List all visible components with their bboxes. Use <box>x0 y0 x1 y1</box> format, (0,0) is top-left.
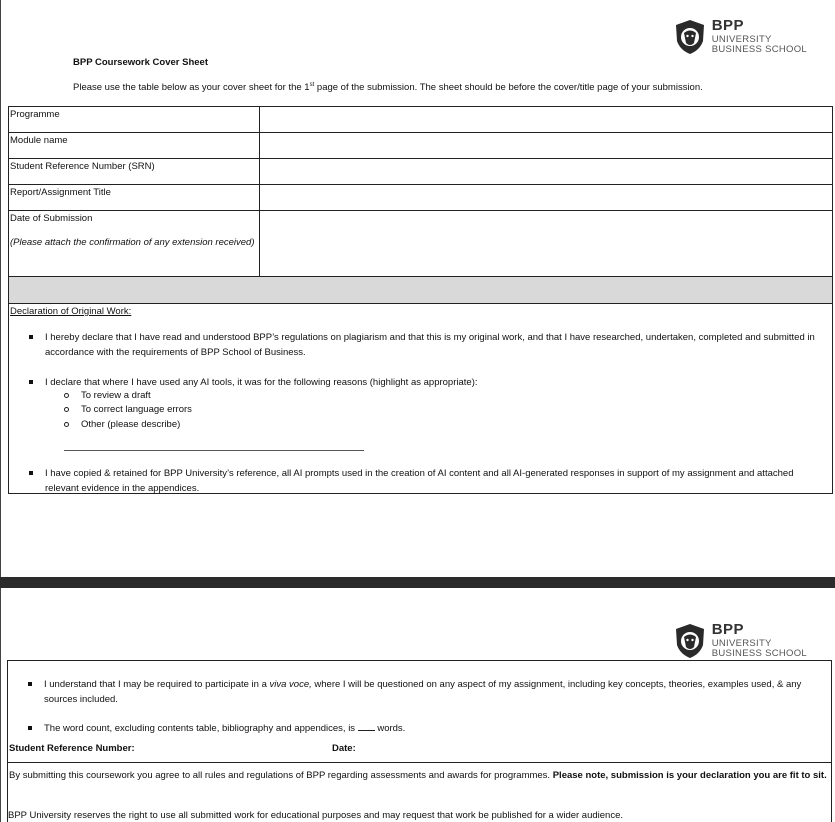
srn-label: Student Reference Number (SRN) <box>9 159 260 185</box>
lion-shield-icon <box>674 623 706 659</box>
report-title-field[interactable] <box>260 185 833 211</box>
table-row <box>9 211 833 277</box>
declaration-box-continued <box>7 660 832 762</box>
ai-reason-language[interactable]: To correct language errors <box>64 404 192 415</box>
intro-text: Please use the table below as your cover sheet for the 1st page of the submission. The sheet should be before the cover/title page of your submission. <box>73 82 703 94</box>
logo-brand: BPP <box>711 17 745 34</box>
page-title: BPP Coursework Cover Sheet <box>73 57 208 68</box>
other-description-line[interactable] <box>64 450 364 451</box>
ai-reason-review[interactable]: To review a draft <box>64 390 151 401</box>
module-name-field[interactable] <box>260 133 833 159</box>
logo-line1: UNIVERSITY <box>711 34 772 45</box>
date-signature-label: Date: <box>332 743 356 754</box>
declaration-box <box>8 303 833 494</box>
declaration-item-viva: I understand that I may be required to participate in a viva voce, where I will be questioned on any aspect of my assignment, including key concepts, theories, examples used, & any sources included. <box>28 677 833 707</box>
declaration-item-ai-tools: I declare that where I have used any AI tools, it was for the following reasons (highlight as appropriate): <box>29 375 819 390</box>
lion-shield-icon <box>674 19 706 55</box>
programme-field[interactable] <box>260 107 833 133</box>
bullet-icon <box>29 380 33 384</box>
report-title-label: Report/Assignment Title <box>9 185 260 211</box>
declaration-item-ai-prompts: I have copied & retained for BPP University’s reference, all AI prompts used in the creation of AI content and all AI-generated responses in support of my assignment and attached relevant evidence in the appendices. <box>29 466 819 496</box>
bullet-icon <box>29 471 33 475</box>
submission-agreement: By submitting this coursework you agree to all rules and regulations of BPP regarding assessments and awards for programmes. Please note, submission is your declaration you are fit to sit. <box>7 762 832 822</box>
cover-info-table <box>8 106 833 277</box>
srn-field[interactable] <box>260 159 833 185</box>
logo-line2: BUSINESS SCHOOL <box>711 44 807 55</box>
circle-bullet-icon <box>64 422 69 427</box>
logo-line2: BUSINESS SCHOOL <box>711 648 807 659</box>
programme-label: Programme <box>9 107 260 133</box>
module-name-label: Module name <box>9 133 260 159</box>
circle-bullet-icon <box>64 407 69 412</box>
rights-notice: BPP University reserves the right to use all submitted work for educational purposes and may request that work be published for a wider audience. <box>8 810 624 821</box>
date-submission-field[interactable] <box>260 211 833 277</box>
declaration-item-word-count: The word count, excluding contents table, bibliography and appendices, is words. <box>28 721 818 736</box>
date-submission-label: Date of Submission <box>10 213 93 224</box>
word-count-blank[interactable] <box>358 730 375 731</box>
bullet-icon <box>29 335 33 339</box>
bullet-icon <box>28 726 32 730</box>
table-row <box>9 185 833 211</box>
logo-brand: BPP <box>711 621 745 638</box>
table-row <box>9 133 833 159</box>
table-row <box>9 159 833 185</box>
srn-signature-label: Student Reference Number: <box>9 743 135 754</box>
date-submission-cell <box>9 211 260 277</box>
circle-bullet-icon <box>64 393 69 398</box>
extension-note: (Please attach the confirmation of any extension received) <box>10 237 255 248</box>
bpp-logo <box>674 18 807 55</box>
table-row <box>9 107 833 133</box>
bullet-icon <box>28 682 32 686</box>
ai-reason-other[interactable]: Other (please describe) <box>64 419 180 430</box>
logo-line1: UNIVERSITY <box>711 638 772 649</box>
grey-separator-bar <box>8 277 833 304</box>
bpp-logo-page2 <box>674 622 807 659</box>
declaration-item-plagiarism: I hereby declare that I have read and understood BPP’s regulations on plagiarism and that this is my original work, and that I have researched, undertaken, completed and submitted in accordance with the requirements of BPP School of Business. <box>29 330 819 360</box>
declaration-heading: Declaration of Original Work: <box>10 306 132 317</box>
